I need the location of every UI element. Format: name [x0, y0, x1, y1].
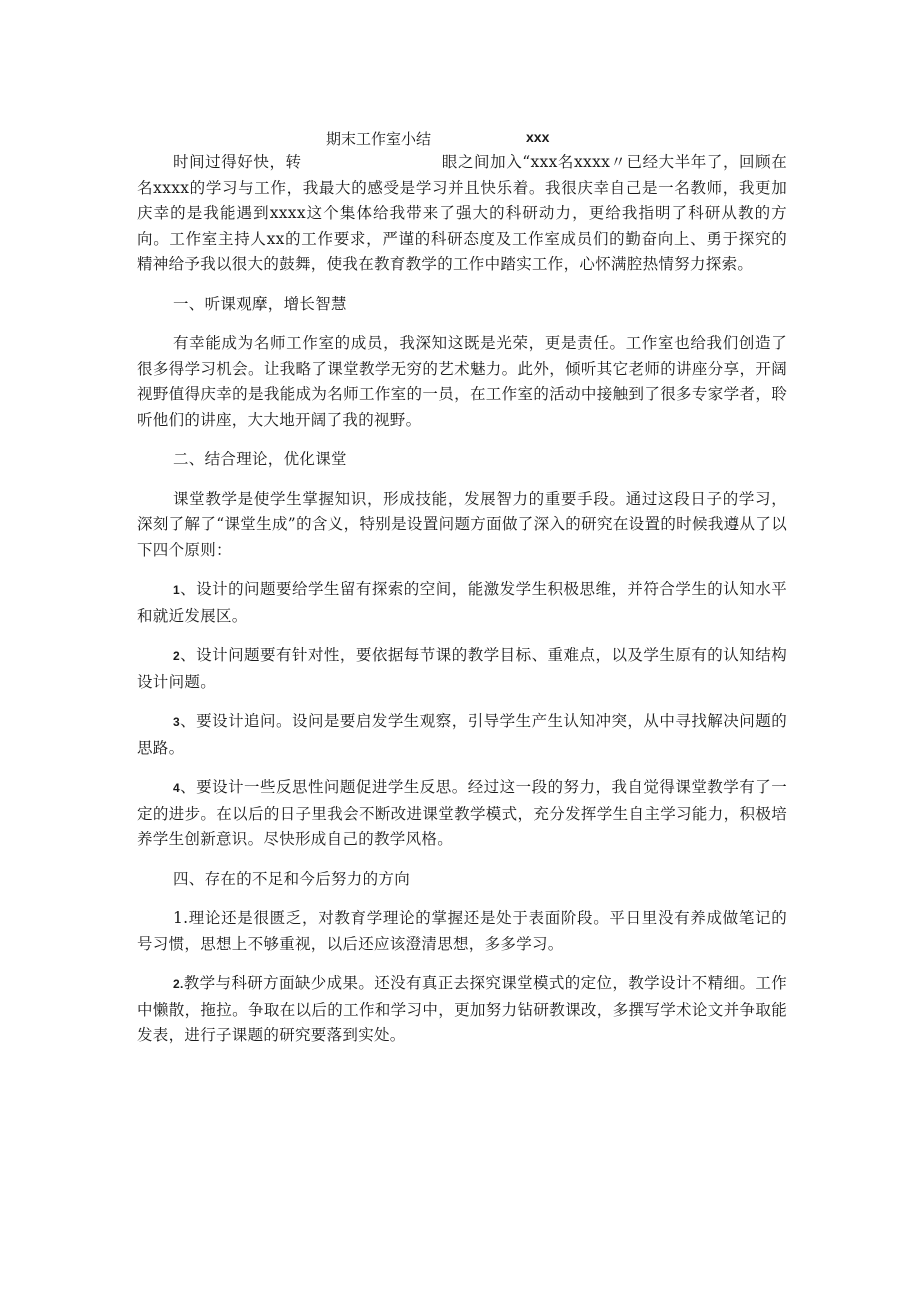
intro-text-a: 时间过得好快，转 [173, 153, 302, 171]
principle-number: 2 [173, 649, 180, 663]
principle-2 [137, 643, 787, 695]
title-line [326, 128, 550, 149]
intro-text-b: 眼之间加入“xxx名xxxx〃已经大半年了，回顾在名xxxx的学习与工作，我最大的感受是学习并且快乐着。我很庆幸自己是一名教师，我更加庆幸的是我能遇到xxxx这个集体给我带来了强大的科研动力，更给我指明了科研从教的方向。工作室主持人xx的工作要求，严谨的科研态度及工作室成员们的勤奋向上、勇于探究的精神给予我以很大的鼓舞，使我在教育教学的工作中踏实工作，心怀满腔热情努力探索。 [137, 153, 787, 273]
shortcoming-1 [137, 906, 787, 957]
principle-3 [137, 709, 787, 761]
section4-heading: 四、存在的不足和今后努力的方向 [173, 869, 411, 888]
principle-text: 、要设计追问。设问是要启发学生观察，引导学生产生认知冲突，从中寻找解决问题的思路。 [137, 712, 787, 757]
document-title: 期末工作室小结 [326, 130, 432, 148]
shortcoming-text: 教学与科研方面缺少成果。还没有真正去探究课堂模式的定位，教学设计不精细。工作中懒散，拖拉。争取在以后的工作和学习中，更加努力钻研教课改，多撰写学术论文并争取能发表，进行子课题的研究要落到实处。 [137, 974, 787, 1044]
principle-1 [137, 577, 787, 629]
principle-number: 3 [173, 715, 180, 729]
principle-number: 1 [173, 583, 180, 597]
section1-paragraph: 有幸能成为名师工作室的成员，我深知这既是光荣，更是责任。工作室也给我们创造了很多得学习机会。让我略了课堂教学无穷的艺术魅力。此外，倾听其它老师的讲座分享，开阔视野值得庆幸的是我能成为名师工作室的一员，在工作室的活动中接触到了很多专家学者，聆听他们的讲座，大大地开阔了我的视野。 [137, 334, 787, 429]
intro-paragraph [137, 150, 787, 278]
document-author: xxx [526, 129, 550, 145]
principle-text: 、设计问题要有针对性，要依据每节课的教学目标、重难点，以及学生原有的认知结构设计问题。 [137, 646, 787, 691]
section2-paragraph: 课堂教学是使学生掌握知识，形成技能，发展智力的重要手段。通过这段日子的学习，深刻了解了“课堂生成”的含义，特别是设置问题方面做了深入的研究在设置的时候我遵从了以下四个原则： [137, 489, 787, 559]
section1-heading: 一、听课观摩，增长智慧 [173, 294, 347, 313]
section2-heading: 二、结合理论，优化课堂 [173, 450, 347, 468]
principle-text: 、设计的问题要给学生留有探索的空间，能激发学生积极思维，并符合学生的认知水平和就近发展区。 [137, 580, 787, 625]
shortcoming-number: 2. [173, 977, 184, 991]
principle-number: 4 [173, 781, 180, 795]
document-body [137, 150, 787, 1049]
shortcoming-number: 1. [173, 909, 189, 927]
shortcoming-2 [137, 971, 787, 1049]
principle-text: 、要设计一些反思性问题促进学生反思。经过这一段的努力，我自觉得课堂教学有了一定的进步。在以后的日子里我会不断改进课堂教学模式，充分发挥学生自主学习能力，积极培养学生创新意识。尽快形成自己的教学风格。 [137, 778, 787, 848]
principle-4 [137, 775, 787, 853]
shortcoming-text: 理论还是很匮乏，对教育学理论的掌握还是处于表面阶段。平日里没有养成做笔记的号习惯，思想上不够重视，以后还应该澄清思想，多多学习。 [137, 909, 787, 953]
